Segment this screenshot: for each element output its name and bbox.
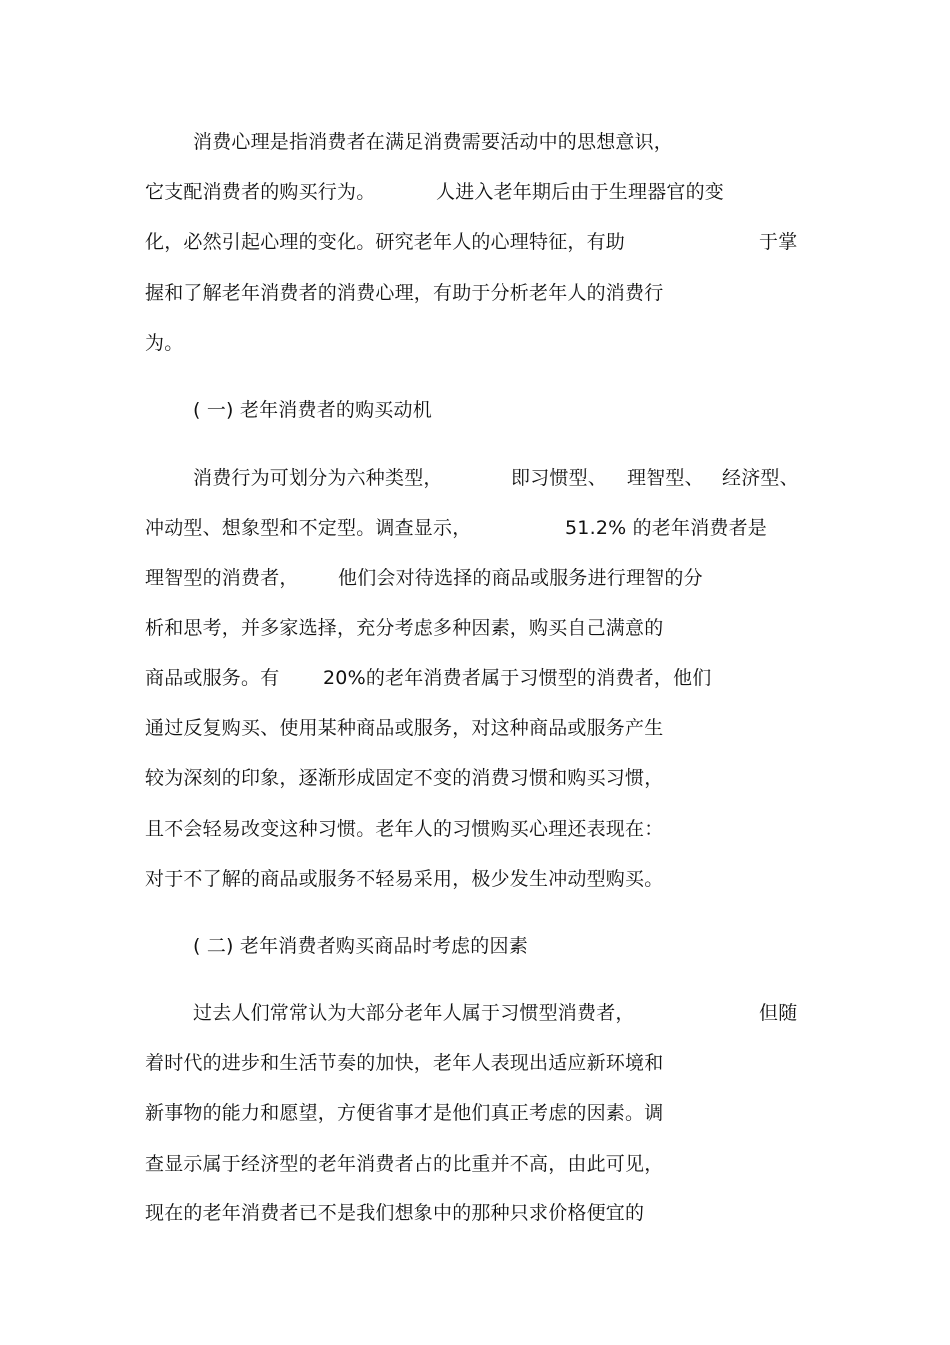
paragraph-3-line-4: 查显示属于经济型的老年消费者占的比重并不高，由此可见， (145, 1153, 664, 1175)
paragraph-3-line-5: 现在的老年消费者已不是我们想象中的那种只求价格便宜的 (145, 1202, 645, 1224)
paragraph-3-line-1-part-a: 过去人们常常认为大部分老年人属于习惯型消费者， (193, 1002, 635, 1024)
paragraph-1-line-3-part-a: 化，必然引起心理的变化。研究老年人的心理特征，有助 (145, 231, 626, 253)
paragraph-2-line-4: 析和思考，并多家选择，充分考虑多种因素，购买自己满意的 (145, 617, 664, 639)
paragraph-2-line-1-part-d: 经济型、 (722, 467, 799, 489)
paragraph-1-line-2-part-a: 它支配消费者的购买行为。 (145, 181, 376, 203)
paragraph-2-line-1-part-c: 理智型、 (627, 467, 704, 489)
paragraph-2-line-2-part-a: 冲动型、想象型和不定型。调查显示， (145, 517, 472, 539)
paragraph-2-line-1-part-a: 消费行为可划分为六种类型， (193, 467, 443, 489)
paragraph-1-line-4: 握和了解老年消费者的消费心理，有助于分析老年人的消费行 (145, 282, 664, 304)
paragraph-2-line-1-part-b: 即习惯型、 (511, 467, 608, 489)
paragraph-3-line-1-part-b: 但随 (759, 1002, 798, 1024)
paragraph-2-line-7: 较为深刻的印象，逐渐形成固定不变的消费习惯和购买习惯， (145, 767, 664, 789)
paragraph-2-line-6: 通过反复购买、使用某种商品或服务，对这种商品或服务产生 (145, 717, 664, 739)
paragraph-2-line-8: 且不会轻易改变这种习惯。老年人的习惯购买心理还表现在： (145, 818, 664, 840)
paragraph-2-line-3-part-b: 他们会对待选择的商品或服务进行理智的分 (338, 567, 703, 589)
paragraph-2-line-5-part-b: 20%的老年消费者属于习惯型的消费者，他们 (323, 667, 712, 689)
section-heading-1: ( 一) 老年消费者的购买动机 (193, 399, 432, 421)
paragraph-2-line-5-part-a: 商品或服务。有 (145, 667, 280, 689)
paragraph-1-line-3-part-b: 于掌 (759, 231, 798, 253)
paragraph-2-line-9: 对于不了解的商品或服务不轻易采用，极少发生冲动型购买。 (145, 868, 664, 890)
paragraph-3-line-2: 着时代的进步和生活节奏的加快，老年人表现出适应新环境和 (145, 1052, 664, 1074)
paragraph-1-line-2-part-b: 人进入老年期后由于生理器官的变 (436, 181, 725, 203)
paragraph-2-line-2-part-b: 51.2% 的老年消费者是 (565, 517, 767, 539)
section-heading-2: ( 二) 老年消费者购买商品时考虑的因素 (193, 935, 528, 957)
paragraph-2-line-3-part-a: 理智型的消费者， (145, 567, 299, 589)
paragraph-1-line-5: 为。 (145, 332, 184, 354)
paragraph-1-line-1: 消费心理是指消费者在满足消费需要活动中的思想意识， (193, 131, 674, 153)
paragraph-3-line-3: 新事物的能力和愿望，方便省事才是他们真正考虑的因素。调 (145, 1102, 664, 1124)
